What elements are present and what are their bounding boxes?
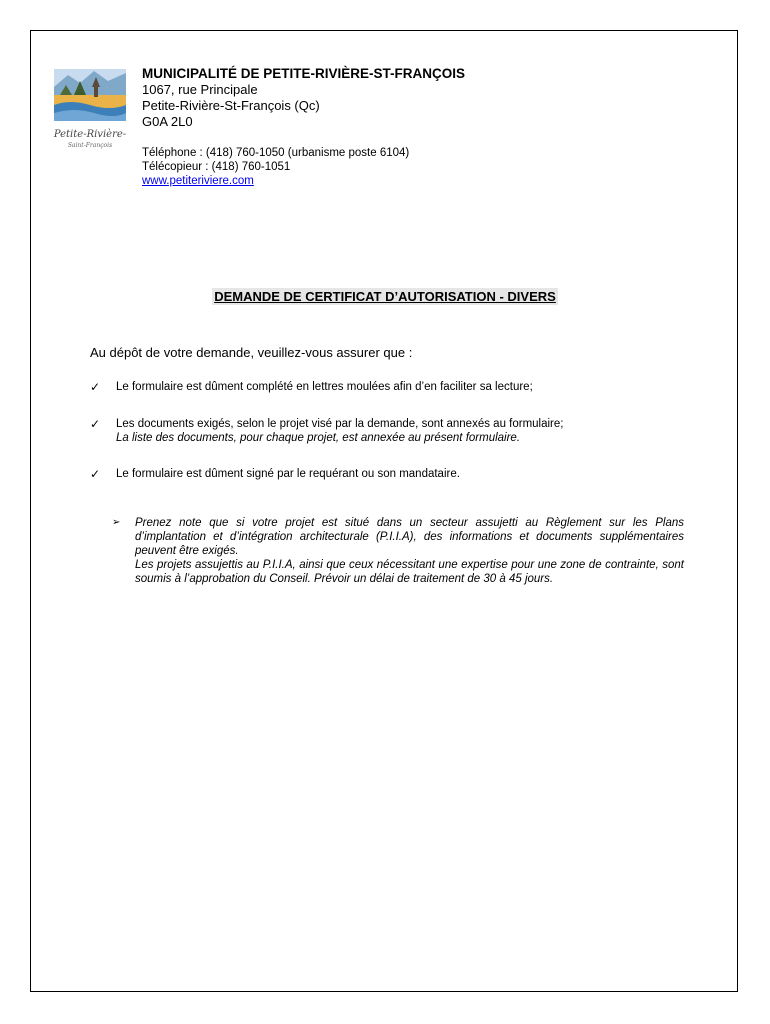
note-paragraph-2: Les projets assujettis au P.I.I.A, ainsi que ceux nécessitant une expertise pour une zone de contrainte, sont soumis à l’approbation du Conseil. Prévoir un délai de traitement de 30 à 45 jours.: [135, 559, 684, 585]
checklist-subtext: La liste des documents, pour chaque projet, est annexée au présent formulaire.: [116, 432, 521, 444]
postal-code: G0A 2L0: [142, 114, 193, 129]
contact-block: [142, 146, 465, 188]
checkmark-icon: ✓: [90, 380, 101, 394]
checklist-item: [90, 380, 533, 395]
note-paragraph-1: Prenez note que si votre projet est situé dans un secteur assujetti au Règlement sur les Plans d’implantation et d’intégration architecturale (P.I.I.A), des informations et documents supplémentaires peuvent être exigés.: [135, 517, 684, 557]
municipality-logo: [50, 65, 130, 155]
checklist-item: [90, 417, 563, 445]
checklist-text: Les documents exigés, selon le projet visé par la demande, sont annexés au formulaire;: [116, 418, 564, 430]
fax: Télécopieur : (418) 760-1051: [142, 161, 291, 173]
document-title: [0, 288, 770, 306]
website-link[interactable]: www.petiteriviere.com: [142, 175, 254, 187]
address-line1: 1067, rue Principale: [142, 82, 258, 97]
checkmark-icon: ✓: [90, 467, 101, 481]
arrow-bullet-icon: ➢: [112, 517, 121, 528]
checkmark-icon: ✓: [90, 417, 101, 431]
piia-note: [112, 516, 684, 586]
org-name: MUNICIPALITÉ DE PETITE-RIVIÈRE-ST-FRANÇOIS: [142, 66, 466, 81]
intro-text: Au dépôt de votre demande, veuillez-vous assurer que :: [90, 345, 413, 360]
checklist-text: Le formulaire est dûment signé par le requérant ou son mandataire.: [116, 468, 460, 480]
checklist-text: Le formulaire est dûment complété en lettres moulées afin d’en faciliter sa lecture;: [116, 381, 533, 393]
svg-text:Saint-François: Saint-François: [67, 142, 113, 149]
header-block: [142, 66, 465, 188]
document-title-text: DEMANDE DE CERTIFICAT D’AUTORISATION - DIVERS: [214, 289, 556, 304]
phone: Téléphone : (418) 760-1050 (urbanisme poste 6104): [142, 147, 410, 159]
checklist-item: [90, 467, 460, 482]
address-line2: Petite-Rivière-St-François (Qc): [142, 98, 320, 113]
svg-text:Petite-Rivière-: Petite-Rivière-: [53, 129, 127, 140]
